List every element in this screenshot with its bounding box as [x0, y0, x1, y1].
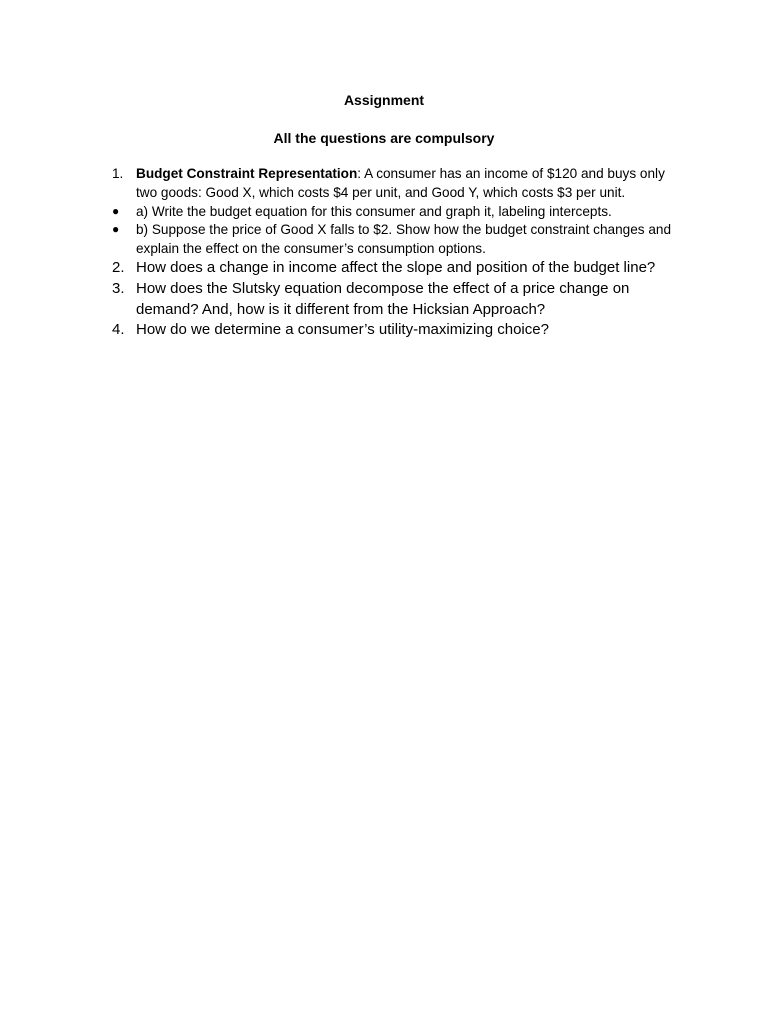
subpart-text: a) Write the budget equation for this consumer and graph it, labeling intercepts. — [136, 204, 612, 219]
question-4 — [112, 320, 682, 341]
question-number: 3. — [112, 280, 125, 297]
subpart-text: b) Suppose the price of Good X falls to $2. Show how the budget constraint changes and explain the effect on the consumer’s consumption options. — [136, 222, 672, 256]
question-1-subpart-b — [112, 220, 682, 258]
question-1 — [112, 164, 682, 202]
question-text: How does a change in income affect the slope and position of the budget line? — [136, 259, 656, 276]
question-number: 2. — [112, 259, 125, 276]
bullet-icon: ● — [112, 204, 120, 218]
question-text: How do we determine a consumer’s utility-maximizing choice? — [136, 321, 549, 338]
document-subtitle: All the questions are compulsory — [273, 130, 495, 146]
question-text: How does the Slutsky equation decompose the effect of a price change on demand? And, how is it different from the Hicksian Approach? — [136, 280, 630, 318]
question-2 — [112, 258, 682, 279]
question-3 — [112, 279, 682, 320]
document-title: Assignment — [343, 92, 425, 108]
question-text: : A consumer has an income of $120 and buys only two goods: Good X, which costs $4 per unit, and Good Y, which costs $3 per unit. — [136, 166, 665, 200]
bullet-icon: ● — [112, 222, 120, 236]
question-body — [136, 164, 686, 202]
question-number: 1. — [112, 166, 124, 181]
question-number: 4. — [112, 321, 125, 338]
question-1-subpart-a — [112, 202, 682, 221]
question-heading: Budget Constraint Representation — [136, 166, 358, 181]
